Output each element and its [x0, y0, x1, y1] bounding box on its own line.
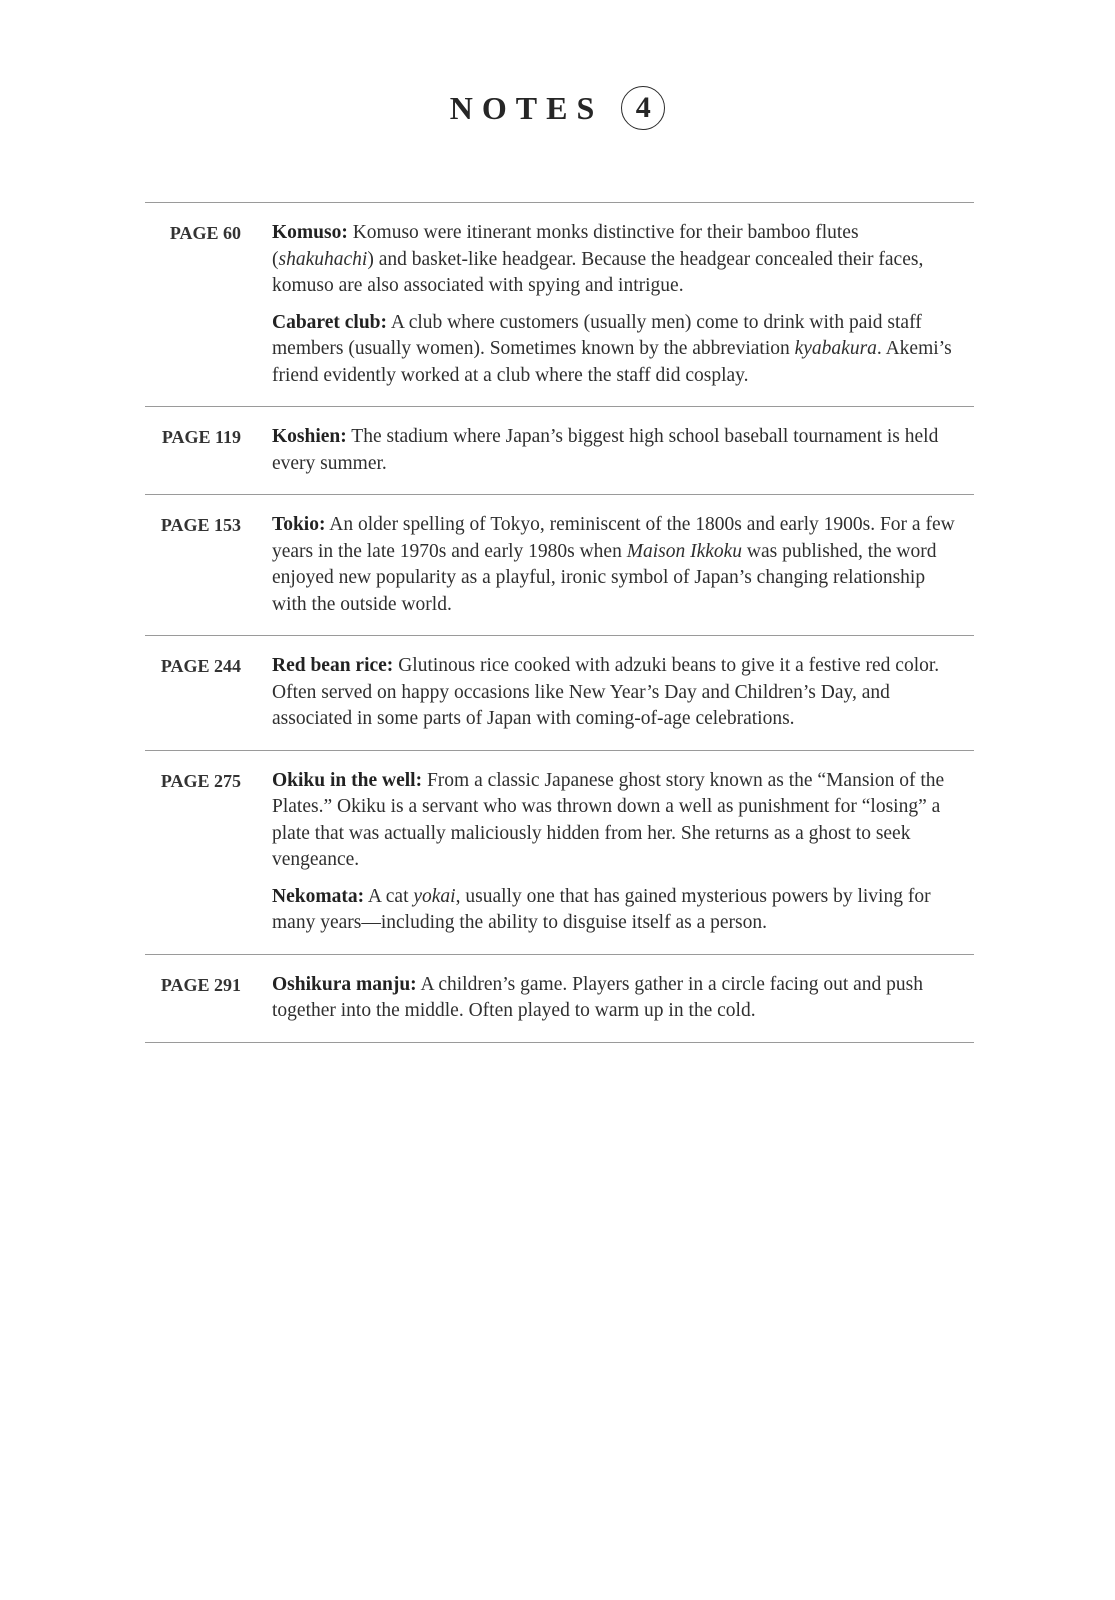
- note-text: . Akemi’s friend evidently worked at a club where the staff did cosplay.: [272, 338, 952, 386]
- note-term: Nekomata:: [272, 885, 365, 907]
- page-reference: PAGE 153: [160, 515, 241, 535]
- note-term: Koshien:: [272, 426, 347, 447]
- note-entries: [272, 768, 974, 937]
- note-entry: [272, 220, 964, 300]
- page-reference: PAGE 275: [160, 770, 241, 791]
- note-entries: [272, 653, 974, 733]
- note-row: [145, 751, 974, 955]
- italic-term: kyabakura: [794, 338, 877, 359]
- note-term: Red bean rice:: [272, 655, 394, 676]
- italic-term: shakuhachi: [278, 248, 368, 270]
- page-header: [0, 84, 1115, 132]
- note-row: [145, 955, 974, 1043]
- note-text: A cat: [364, 885, 414, 907]
- note-term: Okiku in the well:: [272, 769, 423, 791]
- page-reference: PAGE 244: [160, 656, 241, 676]
- notes-list: [145, 202, 974, 1043]
- note-entries: [272, 972, 974, 1025]
- note-text: , usually one that has gained mysterious powers by living for many years—including the ability to disguise itself as a person.: [272, 885, 931, 933]
- page-reference: PAGE 291: [160, 974, 241, 995]
- note-entry: [272, 310, 964, 390]
- note-entry: [272, 972, 964, 1025]
- note-text: Komuso were itinerant monks distinctive for their bamboo flutes (: [272, 222, 859, 270]
- note-entries: [272, 512, 974, 618]
- note-row: [145, 203, 974, 407]
- note-row: [145, 407, 974, 495]
- note-term: Komuso:: [272, 222, 348, 243]
- chapter-number-badge: 4: [621, 86, 665, 130]
- note-term: Tokio:: [272, 514, 326, 535]
- note-entry: [272, 884, 964, 937]
- note-row: [145, 495, 974, 636]
- italic-term: Maison Ikkoku: [626, 540, 743, 562]
- note-text: was published, the word enjoyed new popularity as a playful, ironic symbol of Japan’s changing relationship with the outside world.: [272, 540, 937, 615]
- note-entry: [272, 768, 964, 874]
- note-entries: [272, 424, 974, 477]
- note-text: ) and basket-like headgear. Because the headgear concealed their faces, komuso are also associated with spying and intrigue.: [272, 248, 924, 296]
- note-entry: [272, 653, 964, 733]
- italic-term: yokai: [413, 885, 456, 907]
- note-text: An older spelling of Tokyo, reminiscent of the 1800s and early 1900s. For a few years in the late 1970s and early 1980s when: [272, 514, 955, 562]
- note-text: A children’s game. Players gather in a circle facing out and push together into the middle. Often played to warm up in the cold.: [272, 973, 923, 1021]
- note-entry: [272, 424, 964, 477]
- note-text: From a classic Japanese ghost story known as the “Mansion of the Plates.” Okiku is a servant who was thrown down a well as punishment for “losing” a plate that was actually maliciously hidden from her. She returns as a ghost to seek vengeance.: [272, 769, 945, 870]
- note-text: The stadium where Japan’s biggest high school baseball tournament is held every summer.: [272, 426, 939, 474]
- note-row: [145, 636, 974, 751]
- page-reference: PAGE 60: [169, 223, 241, 243]
- note-text: Glutinous rice cooked with adzuki beans to give it a festive red color. Often served on happy occasions like New Year’s Day and Children’s Day, and associated in some parts of Japan with coming-of-age celebrations.: [272, 655, 940, 729]
- note-term: Cabaret club:: [272, 311, 388, 333]
- note-entries: [272, 220, 974, 389]
- page-reference: PAGE 119: [161, 427, 241, 447]
- note-entry: [272, 512, 964, 618]
- note-text: A club where customers (usually men) come to drink with paid staff members (usually women). Sometimes known by the abbreviation: [272, 311, 922, 359]
- page-title: NOTES: [449, 90, 604, 126]
- note-term: Oshikura manju:: [272, 973, 417, 995]
